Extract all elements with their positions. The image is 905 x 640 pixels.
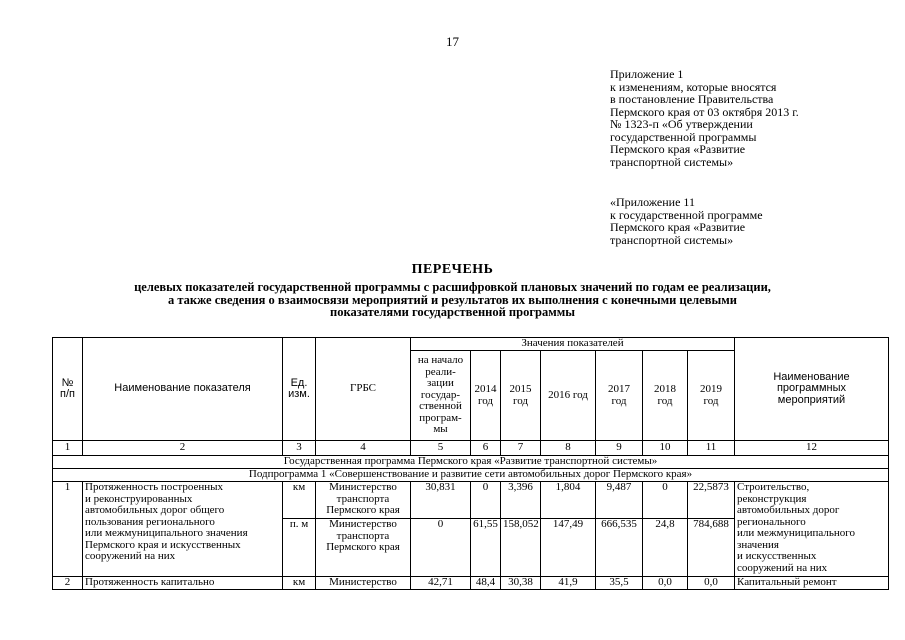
- annex-1-line: в постановление Правительства: [610, 92, 774, 106]
- column-number: 6: [471, 441, 501, 456]
- header-2019: 2019 год: [688, 351, 735, 441]
- header-unit: Ед. изм.: [283, 338, 316, 441]
- value-2019: 22,5873: [688, 482, 735, 519]
- value-start: 30,831: [411, 482, 471, 519]
- annex-11-note: [610, 196, 763, 246]
- subprogram-row: Подпрограмма 1 «Совершенствование и развитие сети автомобильных дорог Пермского края»: [53, 469, 889, 482]
- indicator-name: Протяженность построенных и реконструированных автомобильных дорог общего пользования регионального или межмуниципального значения Пермского края и искусственных сооружений на них: [83, 482, 283, 577]
- annex-11-line: Пермского края «Развитие: [610, 220, 746, 234]
- value-2014: 0: [471, 482, 501, 519]
- column-number: 2: [83, 441, 283, 456]
- value-2016: 1,804: [541, 482, 596, 519]
- annex-1-line: Пермского края «Развитие: [610, 142, 746, 156]
- column-number: 5: [411, 441, 471, 456]
- header-2017: 2017 год: [596, 351, 643, 441]
- program-row: Государственная программа Пермского края «Развитие транспортной системы»: [53, 456, 889, 469]
- column-number: 10: [643, 441, 688, 456]
- value-2018: 24,8: [643, 519, 688, 577]
- value-2018: 0,0: [643, 577, 688, 590]
- header-start: на начало реали- зации государ- ственной програм- мы: [411, 351, 471, 441]
- value-2016: 41,9: [541, 577, 596, 590]
- value-2016: 147,49: [541, 519, 596, 577]
- unit-cell: км: [283, 577, 316, 590]
- column-number: 1: [53, 441, 83, 456]
- value-2014: 48,4: [471, 577, 501, 590]
- subtitle-line: показателями государственной программы: [330, 305, 575, 319]
- grbs-cell: Министерство транспорта Пермского края: [316, 519, 411, 577]
- grbs-cell: Министерство: [316, 577, 411, 590]
- annex-1-note: [610, 68, 799, 168]
- column-number: 11: [688, 441, 735, 456]
- annex-1-line: Пермского края от 03 октября 2013 г.: [610, 104, 799, 119]
- value-2015: 3,396: [501, 482, 541, 519]
- column-number: 9: [596, 441, 643, 456]
- value-2014: 61,55: [471, 519, 501, 577]
- document-title: ПЕРЕЧЕНЬ: [411, 262, 494, 277]
- unit-cell: км: [283, 482, 316, 519]
- subtitle-line: целевых показателей государственной программы с расшифровкой плановых значений по годам ее реализации,: [134, 280, 771, 294]
- annex-1-line: № 1323-п «Об утверждении: [610, 117, 753, 131]
- page-number: 17: [446, 34, 459, 49]
- annex-1-line: к изменениям, которые вносятся: [610, 79, 777, 94]
- annex-11-line: «Приложение 11: [610, 195, 695, 209]
- program-events: Строительство, реконструкция автомобильных дорог регионального или межмуниципального значения и искусственных сооружений на них: [735, 482, 889, 577]
- document-subtitle: [0, 281, 905, 319]
- value-2017: 666,535: [596, 519, 643, 577]
- header-2016: 2016 год: [541, 351, 596, 441]
- value-2018: 0: [643, 482, 688, 519]
- header-grbs: ГРБС: [316, 338, 411, 441]
- header-indicator-name: Наименование показателя: [83, 338, 283, 441]
- value-2017: 9,487: [596, 482, 643, 519]
- table-row: [53, 577, 889, 590]
- column-number: 12: [735, 441, 889, 456]
- column-number: 7: [501, 441, 541, 456]
- header-num: № п/п: [53, 338, 83, 441]
- column-number: 3: [283, 441, 316, 456]
- table-row: [53, 482, 889, 519]
- indicators-table: [52, 337, 889, 590]
- value-2017: 35,5: [596, 577, 643, 590]
- header-2014: 2014 год: [471, 351, 501, 441]
- header-events: Наименование программных мероприятий: [735, 338, 889, 441]
- value-2019: 784,688: [688, 519, 735, 577]
- annex-11-line: к государственной программе: [610, 207, 763, 222]
- header-values-group: Значения показателей: [411, 338, 735, 351]
- row-number: 1: [53, 482, 83, 577]
- value-2015: 158,052: [501, 519, 541, 577]
- column-number: 8: [541, 441, 596, 456]
- value-start: 42,71: [411, 577, 471, 590]
- annex-1-line: транспортной системы»: [610, 154, 734, 169]
- subtitle-line: а также сведения о взаимосвязи мероприятий и результатов их выполнения с конечными целевыми: [168, 292, 737, 307]
- value-2015: 30,38: [501, 577, 541, 590]
- column-numbers-row: [53, 441, 889, 456]
- row-number: 2: [53, 577, 83, 590]
- annex-1-line: Приложение 1: [610, 67, 684, 81]
- unit-cell: п. м: [283, 519, 316, 577]
- annex-11-line: транспортной системы»: [610, 232, 734, 247]
- grbs-cell: Министерство транспорта Пермского края: [316, 482, 411, 519]
- header-2018: 2018 год: [643, 351, 688, 441]
- program-events: Капитальный ремонт: [735, 577, 889, 590]
- annex-1-line: государственной программы: [610, 129, 757, 144]
- value-start: 0: [411, 519, 471, 577]
- column-number: 4: [316, 441, 411, 456]
- header-2015: 2015 год: [501, 351, 541, 441]
- value-2019: 0,0: [688, 577, 735, 590]
- indicator-name: Протяженность капитально: [83, 577, 283, 590]
